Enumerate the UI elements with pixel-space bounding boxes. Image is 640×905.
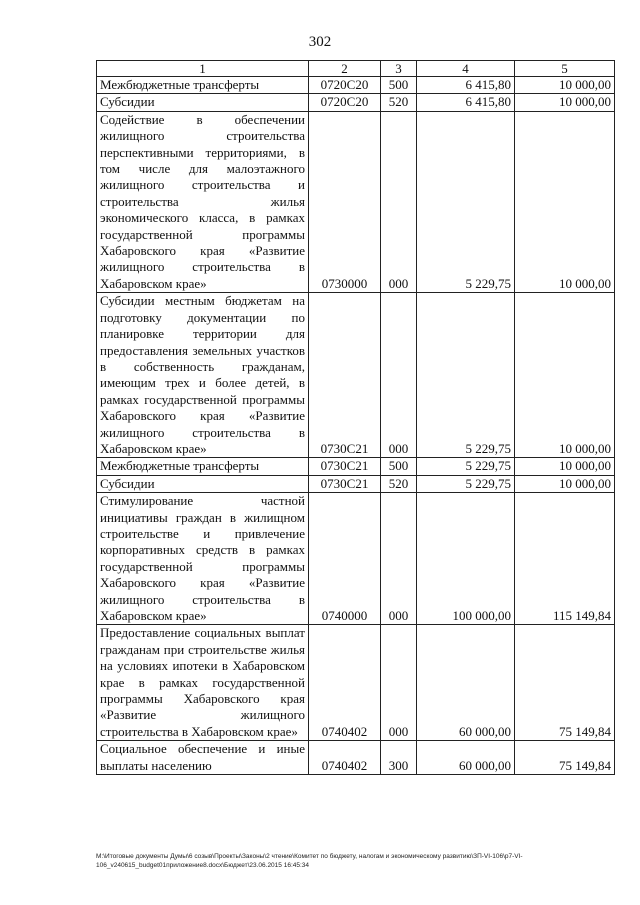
row-value-2: 10 000,00 [515,94,615,111]
table-row [97,475,615,492]
row-value-2: 10 000,00 [515,293,615,458]
row-value-1: 60 000,00 [417,625,515,741]
row-name: Субсидии местным бюджетам на подготовку документации по планировке территории для предоставления земельных участков в собственность гражданам, имеющим трех и более детей, в рамках государственной программы Хабаровского края «Развитие жилищного строительства в Хабаровском крае» [97,293,309,458]
table-row [97,493,615,625]
row-name: Предоставление социальных выплат гражданам при строительстве жилья на условиях ипотеки в Хабаровском крае в рамках государственной программы Хабаровского края «Развитие жилищного строительства в Хабаровском крае» [97,625,309,741]
page-number: 302 [308,34,332,50]
row-expense-type: 500 [381,458,417,475]
row-value-1: 100 000,00 [417,493,515,625]
table-header-row [97,61,615,77]
header-col-2: 2 [309,61,381,77]
table-row [97,77,615,94]
row-expense-type: 000 [381,293,417,458]
row-target-code: 0720С20 [309,94,381,111]
file-path-line-2: 106_v240615_budget01приложение8.docx\Бюджет\23.06.2015 16:45:34 [96,862,310,869]
row-value-2: 10 000,00 [515,458,615,475]
row-name: Субсидии [97,475,309,492]
table-row [97,94,615,111]
row-expense-type: 000 [381,493,417,625]
row-target-code: 0730000 [309,111,381,292]
row-value-1: 5 229,75 [417,111,515,292]
row-value-2: 75 149,84 [515,741,615,775]
row-target-code: 0730С21 [309,458,381,475]
row-name: Субсидии [97,94,309,111]
row-target-code: 0730С21 [309,475,381,492]
table-row [97,458,615,475]
header-col-3: 3 [381,61,417,77]
table-row [97,625,615,741]
file-path-line-1: M:\Итоговые документы Думы\6 созыв\Проекты\Законы\2 чтение\Комитет по бюджету, налогам и экономическому развитию\ЗП-VI-106\р7-VI- [96,853,523,860]
row-value-2: 10 000,00 [515,77,615,94]
row-name: Межбюджетные трансферты [97,77,309,94]
row-value-1: 5 229,75 [417,293,515,458]
file-path-footer [96,852,616,870]
row-expense-type: 520 [381,94,417,111]
row-value-2: 10 000,00 [515,475,615,492]
table-row [97,293,615,458]
row-value-1: 6 415,80 [417,77,515,94]
row-name: Содействие в обеспечении жилищного строительства перспективными территориями, в том числе для малоэтажного жилищного строительства и строительства жилья экономического класса, в рамках государственной программы Хабаровского края «Развитие жилищного строительства в Хабаровском крае» [97,111,309,292]
row-value-2: 10 000,00 [515,111,615,292]
row-expense-type: 300 [381,741,417,775]
row-target-code: 0720С20 [309,77,381,94]
row-value-1: 5 229,75 [417,458,515,475]
row-target-code: 0740402 [309,625,381,741]
header-col-1: 1 [97,61,309,77]
header-col-4: 4 [417,61,515,77]
row-name: Стимулирование частной инициативы граждан в жилищном строительстве и привлечение корпоративных средств в рамках государственной программы Хабаровского края «Развитие жилищного строительства в Хабаровском крае» [97,493,309,625]
row-expense-type: 000 [381,625,417,741]
row-value-1: 60 000,00 [417,741,515,775]
row-value-1: 6 415,80 [417,94,515,111]
table-row [97,741,615,775]
row-expense-type: 000 [381,111,417,292]
row-value-1: 5 229,75 [417,475,515,492]
row-value-2: 75 149,84 [515,625,615,741]
row-value-2: 115 149,84 [515,493,615,625]
row-expense-type: 520 [381,475,417,492]
row-target-code: 0740402 [309,741,381,775]
budget-table [96,60,615,775]
header-col-5: 5 [515,61,615,77]
row-target-code: 0730С21 [309,293,381,458]
row-target-code: 0740000 [309,493,381,625]
row-name: Социальное обеспечение и иные выплаты населению [97,741,309,775]
row-expense-type: 500 [381,77,417,94]
row-name: Межбюджетные трансферты [97,458,309,475]
table-row [97,111,615,292]
